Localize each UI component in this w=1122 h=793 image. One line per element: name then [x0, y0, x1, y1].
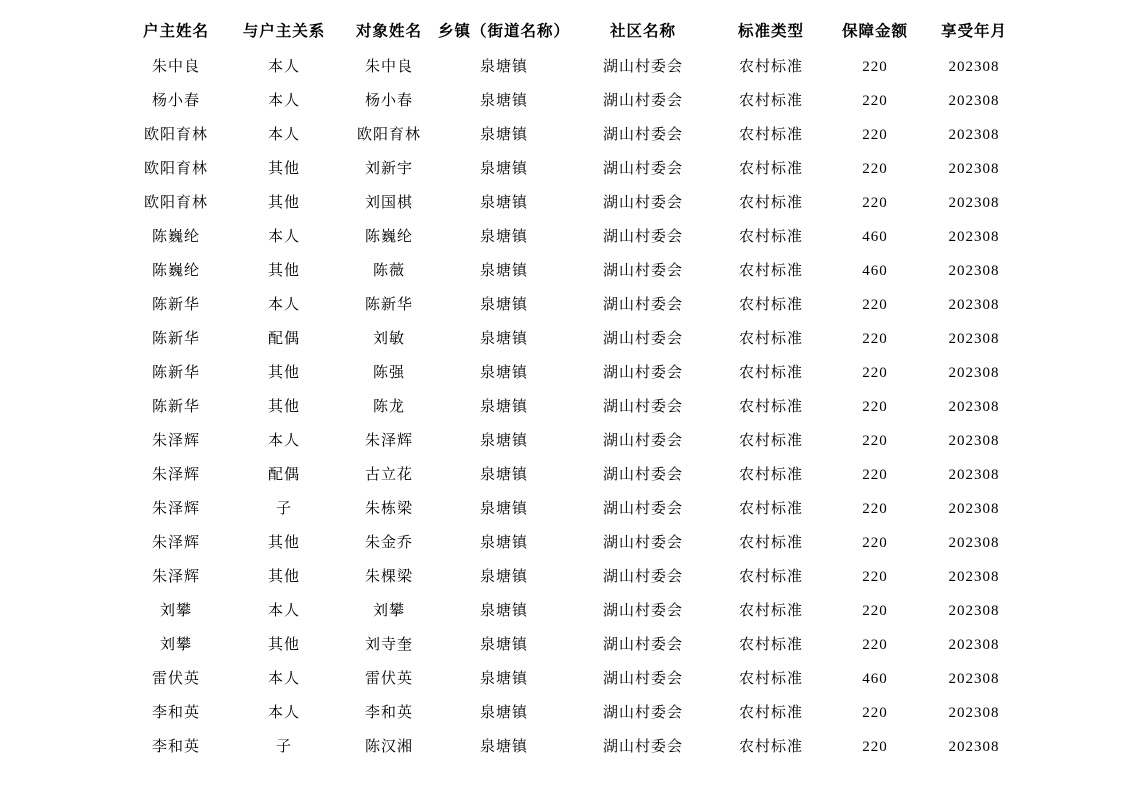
cell-township: 泉塘镇	[480, 670, 529, 687]
cell-community: 湖山村委会	[603, 262, 684, 279]
table-row	[124, 458, 1024, 492]
cell-person-name: 杨小春	[364, 92, 413, 109]
column-header-standard-type: 标准类型	[738, 23, 805, 41]
column-header-relationship: 与户主关系	[242, 23, 326, 41]
cell-period: 202308	[948, 704, 1000, 721]
cell-relationship: 子	[275, 738, 292, 755]
cell-householder-name: 朱泽辉	[151, 466, 200, 483]
cell-relationship: 子	[275, 500, 292, 517]
cell-person-name: 陈龙	[372, 398, 405, 415]
cell-community: 湖山村委会	[603, 432, 684, 449]
cell-person-name: 刘敏	[372, 330, 405, 347]
cell-community: 湖山村委会	[603, 296, 684, 313]
cell-township: 泉塘镇	[480, 330, 529, 347]
cell-community: 湖山村委会	[603, 704, 684, 721]
cell-period: 202308	[948, 500, 1000, 517]
cell-township: 泉塘镇	[480, 466, 529, 483]
cell-community: 湖山村委会	[603, 194, 684, 211]
cell-township: 泉塘镇	[480, 296, 529, 313]
cell-amount: 220	[862, 704, 888, 721]
cell-relationship: 本人	[267, 296, 300, 313]
cell-relationship: 本人	[267, 126, 300, 143]
cell-period: 202308	[948, 364, 1000, 381]
cell-person-name: 陈汉湘	[364, 738, 413, 755]
cell-person-name: 刘攀	[372, 602, 405, 619]
cell-amount: 220	[862, 432, 888, 449]
cell-period: 202308	[948, 636, 1000, 653]
cell-township: 泉塘镇	[480, 738, 529, 755]
cell-person-name: 朱栋梁	[364, 500, 413, 517]
cell-amount: 220	[862, 500, 888, 517]
cell-community: 湖山村委会	[603, 228, 684, 245]
table-row	[124, 288, 1024, 322]
cell-person-name: 朱泽辉	[364, 432, 413, 449]
cell-period: 202308	[948, 670, 1000, 687]
table-row	[124, 390, 1024, 424]
cell-community: 湖山村委会	[603, 636, 684, 653]
cell-householder-name: 陈巍纶	[151, 262, 200, 279]
cell-community: 湖山村委会	[603, 568, 684, 585]
table-row	[124, 594, 1024, 628]
cell-standard-type: 农村标准	[739, 602, 804, 619]
cell-person-name: 欧阳育林	[356, 126, 421, 143]
cell-period: 202308	[948, 126, 1000, 143]
cell-standard-type: 农村标准	[739, 466, 804, 483]
cell-standard-type: 农村标准	[739, 194, 804, 211]
cell-relationship: 本人	[267, 602, 300, 619]
cell-community: 湖山村委会	[603, 670, 684, 687]
cell-amount: 220	[862, 636, 888, 653]
cell-standard-type: 农村标准	[739, 92, 804, 109]
cell-householder-name: 陈巍纶	[151, 228, 200, 245]
cell-standard-type: 农村标准	[739, 364, 804, 381]
cell-amount: 220	[862, 534, 888, 551]
table-row	[124, 424, 1024, 458]
cell-township: 泉塘镇	[480, 500, 529, 517]
cell-amount: 220	[862, 126, 888, 143]
cell-township: 泉塘镇	[480, 602, 529, 619]
cell-relationship: 其他	[267, 194, 300, 211]
cell-amount: 220	[862, 738, 888, 755]
cell-community: 湖山村委会	[603, 534, 684, 551]
cell-community: 湖山村委会	[603, 602, 684, 619]
cell-standard-type: 农村标准	[739, 432, 804, 449]
table-row	[124, 730, 1024, 764]
cell-amount: 220	[862, 602, 888, 619]
cell-relationship: 其他	[267, 364, 300, 381]
cell-period: 202308	[948, 568, 1000, 585]
cell-township: 泉塘镇	[480, 194, 529, 211]
cell-period: 202308	[948, 398, 1000, 415]
table-row	[124, 526, 1024, 560]
table-row	[124, 322, 1024, 356]
cell-person-name: 朱金乔	[364, 534, 413, 551]
cell-person-name: 朱棵梁	[364, 568, 413, 585]
cell-amount: 220	[862, 58, 888, 75]
cell-standard-type: 农村标准	[739, 126, 804, 143]
cell-township: 泉塘镇	[480, 58, 529, 75]
table-row	[124, 254, 1024, 288]
table-row	[124, 84, 1024, 118]
cell-person-name: 朱中良	[364, 58, 413, 75]
cell-relationship: 其他	[267, 534, 300, 551]
cell-community: 湖山村委会	[603, 58, 684, 75]
cell-relationship: 其他	[267, 636, 300, 653]
cell-person-name: 陈强	[372, 364, 405, 381]
cell-amount: 220	[862, 568, 888, 585]
cell-householder-name: 雷伏英	[151, 670, 200, 687]
table-header-row	[124, 14, 1024, 50]
cell-relationship: 本人	[267, 432, 300, 449]
cell-householder-name: 朱泽辉	[151, 534, 200, 551]
cell-township: 泉塘镇	[480, 398, 529, 415]
cell-householder-name: 李和英	[151, 738, 200, 755]
cell-relationship: 本人	[267, 670, 300, 687]
cell-township: 泉塘镇	[480, 262, 529, 279]
cell-standard-type: 农村标准	[739, 58, 804, 75]
cell-householder-name: 朱中良	[151, 58, 200, 75]
cell-township: 泉塘镇	[480, 568, 529, 585]
cell-community: 湖山村委会	[603, 330, 684, 347]
table-row	[124, 560, 1024, 594]
cell-householder-name: 刘攀	[159, 636, 192, 653]
cell-person-name: 刘新宇	[364, 160, 413, 177]
table-row	[124, 628, 1024, 662]
table-row	[124, 492, 1024, 526]
table-row	[124, 118, 1024, 152]
cell-householder-name: 朱泽辉	[151, 500, 200, 517]
cell-standard-type: 农村标准	[739, 636, 804, 653]
cell-standard-type: 农村标准	[739, 398, 804, 415]
cell-householder-name: 杨小春	[151, 92, 200, 109]
cell-standard-type: 农村标准	[739, 330, 804, 347]
cell-community: 湖山村委会	[603, 398, 684, 415]
cell-householder-name: 欧阳育林	[143, 160, 208, 177]
cell-township: 泉塘镇	[480, 636, 529, 653]
cell-person-name: 刘国棋	[364, 194, 413, 211]
table-header	[124, 14, 1024, 50]
cell-standard-type: 农村标准	[739, 534, 804, 551]
table-row	[124, 356, 1024, 390]
cell-person-name: 陈巍纶	[364, 228, 413, 245]
column-header-householder-name: 户主姓名	[142, 23, 209, 41]
cell-relationship: 配偶	[267, 466, 300, 483]
cell-community: 湖山村委会	[603, 364, 684, 381]
table-row	[124, 662, 1024, 696]
cell-period: 202308	[948, 194, 1000, 211]
cell-householder-name: 刘攀	[159, 602, 192, 619]
column-header-amount: 保障金额	[842, 23, 909, 41]
cell-relationship: 本人	[267, 92, 300, 109]
cell-standard-type: 农村标准	[739, 262, 804, 279]
cell-township: 泉塘镇	[480, 160, 529, 177]
cell-relationship: 其他	[267, 262, 300, 279]
cell-period: 202308	[948, 296, 1000, 313]
cell-period: 202308	[948, 92, 1000, 109]
cell-period: 202308	[948, 160, 1000, 177]
cell-person-name: 刘寺奎	[364, 636, 413, 653]
cell-householder-name: 陈新华	[151, 330, 200, 347]
cell-householder-name: 欧阳育林	[143, 126, 208, 143]
cell-period: 202308	[948, 228, 1000, 245]
cell-person-name: 古立花	[364, 466, 413, 483]
cell-community: 湖山村委会	[603, 738, 684, 755]
cell-period: 202308	[948, 330, 1000, 347]
cell-standard-type: 农村标准	[739, 500, 804, 517]
cell-period: 202308	[948, 466, 1000, 483]
cell-township: 泉塘镇	[480, 92, 529, 109]
column-header-person-name: 对象姓名	[355, 23, 422, 41]
cell-relationship: 本人	[267, 704, 300, 721]
cell-township: 泉塘镇	[480, 228, 529, 245]
cell-person-name: 陈薇	[372, 262, 405, 279]
cell-householder-name: 欧阳育林	[143, 194, 208, 211]
cell-householder-name: 陈新华	[151, 398, 200, 415]
cell-relationship: 其他	[267, 160, 300, 177]
cell-community: 湖山村委会	[603, 500, 684, 517]
cell-standard-type: 农村标准	[739, 738, 804, 755]
cell-amount: 220	[862, 364, 888, 381]
cell-standard-type: 农村标准	[739, 228, 804, 245]
cell-householder-name: 朱泽辉	[151, 432, 200, 449]
cell-period: 202308	[948, 432, 1000, 449]
cell-relationship: 配偶	[267, 330, 300, 347]
cell-standard-type: 农村标准	[739, 160, 804, 177]
cell-community: 湖山村委会	[603, 126, 684, 143]
cell-community: 湖山村委会	[603, 92, 684, 109]
column-header-community: 社区名称	[610, 23, 677, 41]
cell-person-name: 陈新华	[364, 296, 413, 313]
cell-period: 202308	[948, 58, 1000, 75]
cell-relationship: 本人	[267, 58, 300, 75]
cell-amount: 220	[862, 398, 888, 415]
benefits-roster-table	[124, 14, 1024, 764]
cell-person-name: 李和英	[364, 704, 413, 721]
table-body	[124, 50, 1024, 764]
cell-relationship: 本人	[267, 228, 300, 245]
cell-householder-name: 李和英	[151, 704, 200, 721]
cell-period: 202308	[948, 534, 1000, 551]
cell-amount: 220	[862, 194, 888, 211]
cell-township: 泉塘镇	[480, 704, 529, 721]
cell-amount: 220	[862, 466, 888, 483]
cell-relationship: 其他	[267, 568, 300, 585]
cell-amount: 460	[862, 228, 888, 245]
cell-township: 泉塘镇	[480, 534, 529, 551]
cell-standard-type: 农村标准	[739, 704, 804, 721]
cell-amount: 460	[862, 262, 888, 279]
cell-amount: 220	[862, 330, 888, 347]
cell-township: 泉塘镇	[480, 432, 529, 449]
cell-standard-type: 农村标准	[739, 670, 804, 687]
cell-period: 202308	[948, 738, 1000, 755]
cell-township: 泉塘镇	[480, 364, 529, 381]
cell-person-name: 雷伏英	[364, 670, 413, 687]
cell-relationship: 其他	[267, 398, 300, 415]
cell-standard-type: 农村标准	[739, 568, 804, 585]
cell-period: 202308	[948, 602, 1000, 619]
cell-householder-name: 陈新华	[151, 296, 200, 313]
cell-amount: 220	[862, 160, 888, 177]
column-header-period: 享受年月	[941, 23, 1008, 41]
cell-householder-name: 陈新华	[151, 364, 200, 381]
cell-amount: 460	[862, 670, 888, 687]
cell-community: 湖山村委会	[603, 466, 684, 483]
table-row	[124, 220, 1024, 254]
table-row	[124, 50, 1024, 84]
cell-community: 湖山村委会	[603, 160, 684, 177]
table-row	[124, 152, 1024, 186]
table-row	[124, 696, 1024, 730]
cell-amount: 220	[862, 296, 888, 313]
cell-township: 泉塘镇	[480, 126, 529, 143]
column-header-township: 乡镇（街道名称）	[438, 23, 571, 41]
cell-standard-type: 农村标准	[739, 296, 804, 313]
cell-amount: 220	[862, 92, 888, 109]
table-row	[124, 186, 1024, 220]
cell-period: 202308	[948, 262, 1000, 279]
cell-householder-name: 朱泽辉	[151, 568, 200, 585]
